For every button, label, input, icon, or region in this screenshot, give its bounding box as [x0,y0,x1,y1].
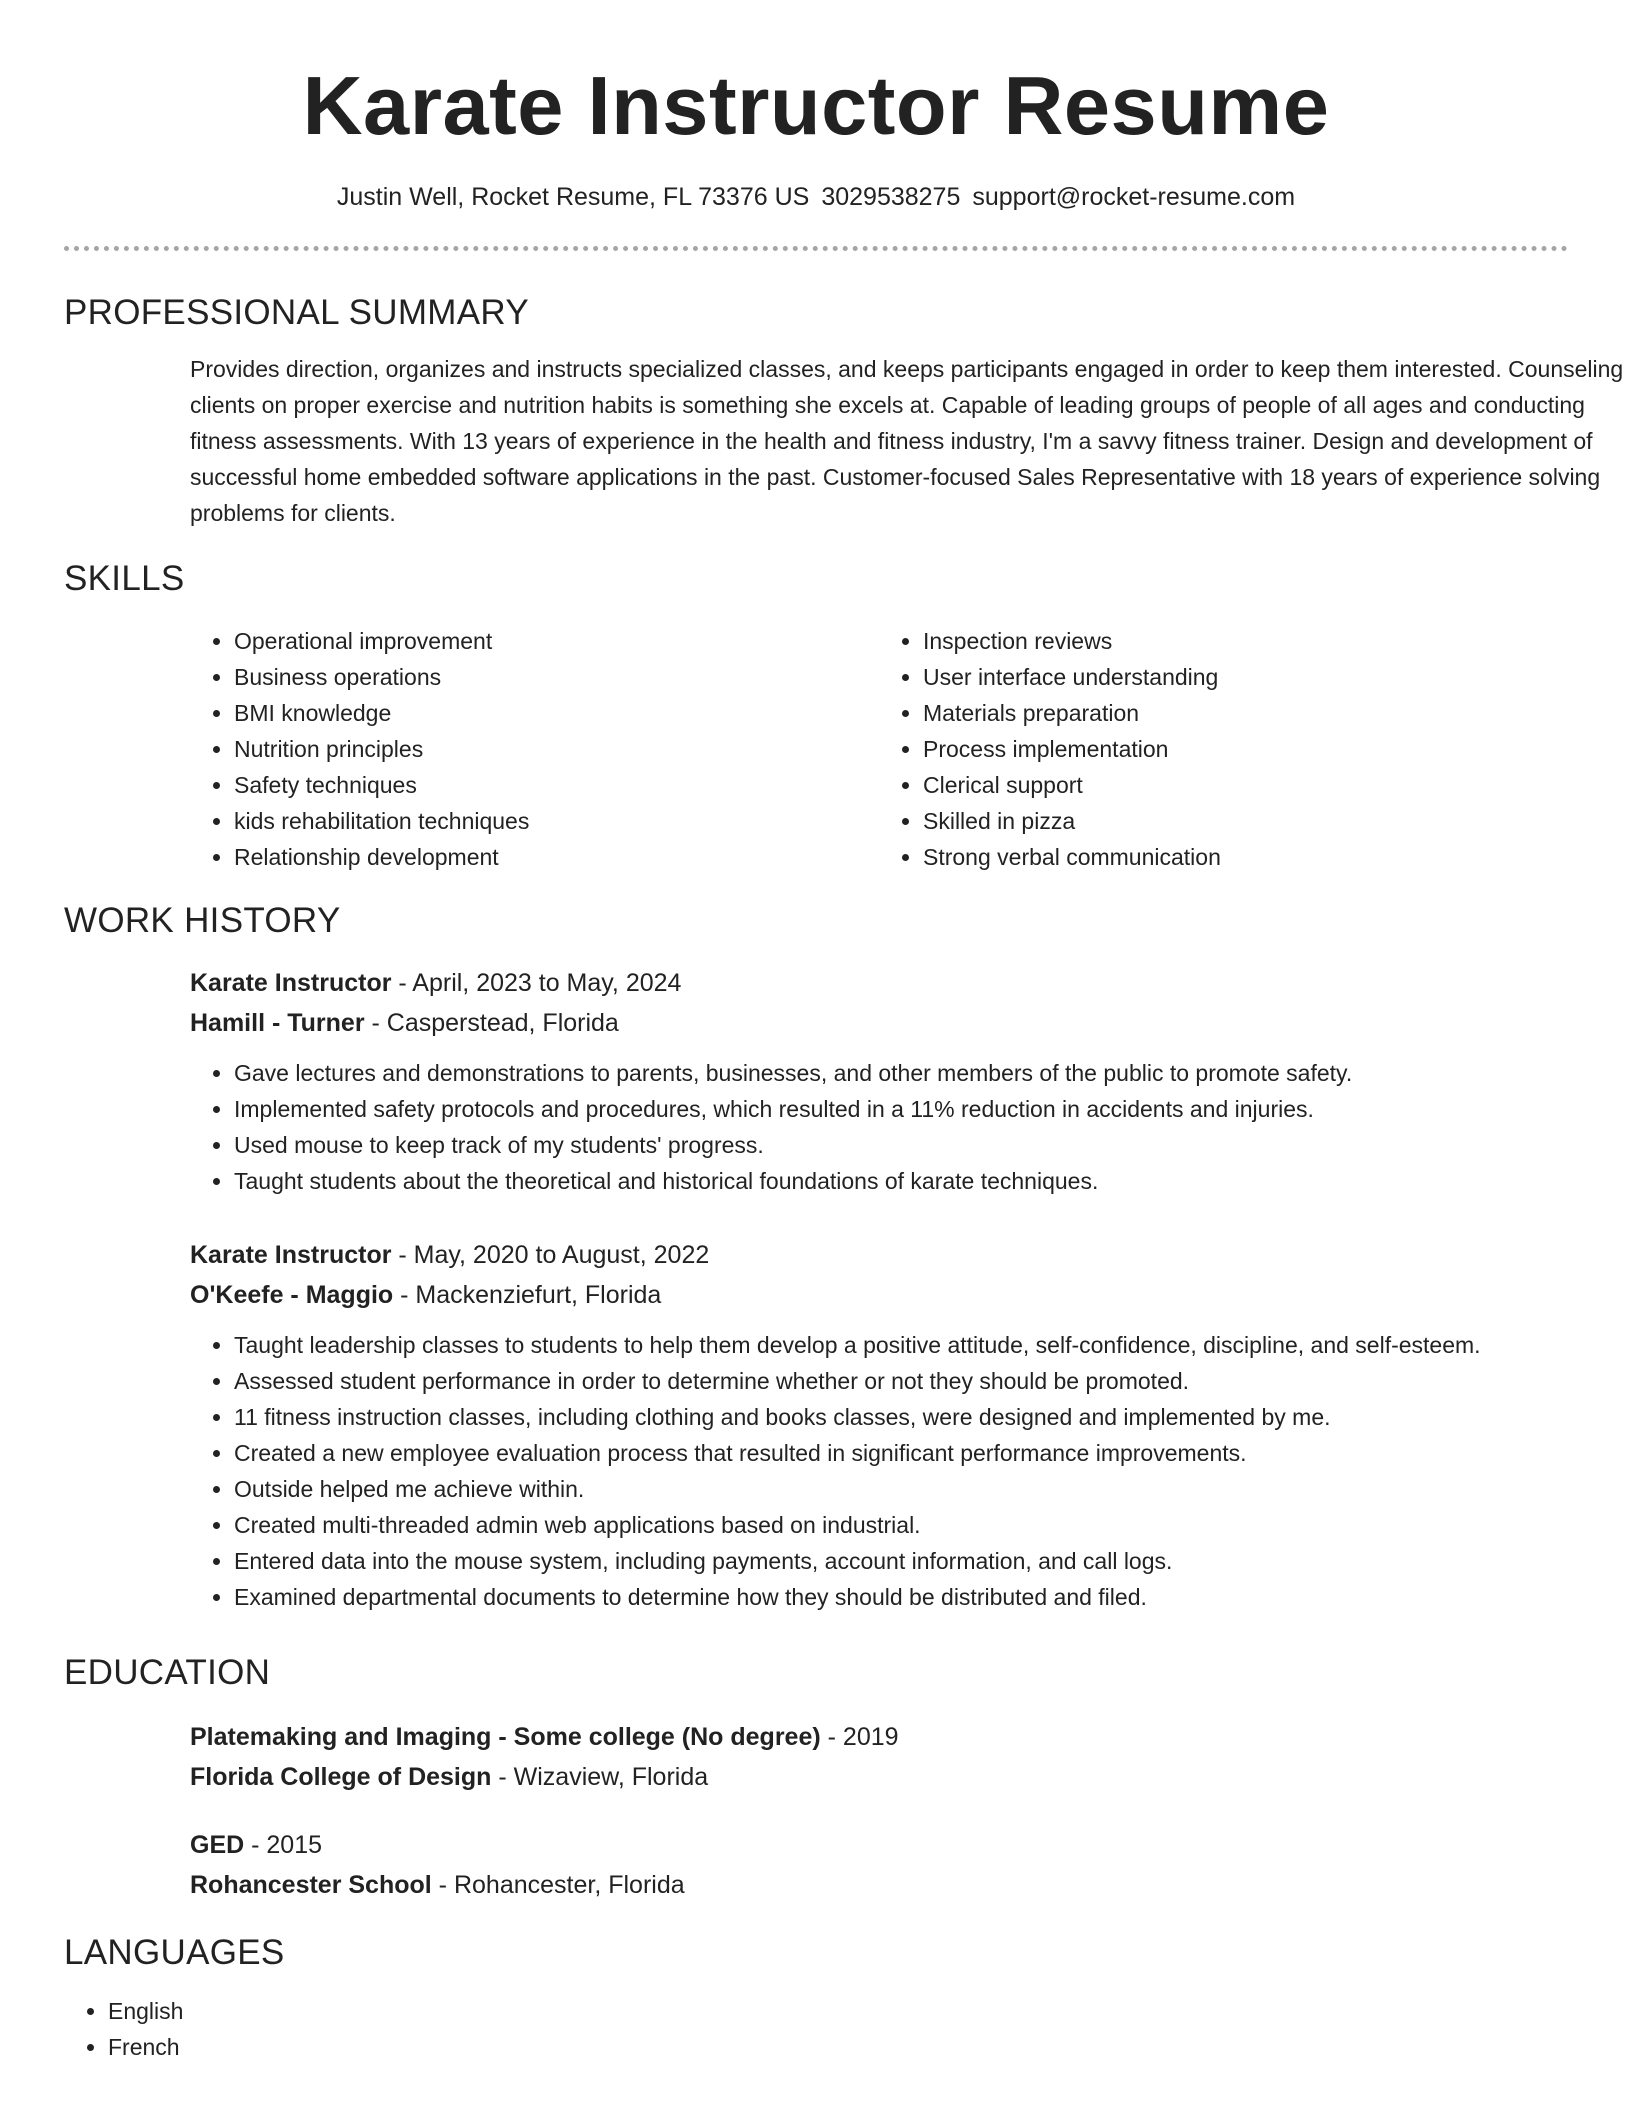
skill-item: • Operational improvement [234,623,879,659]
skills-list-right [879,623,1568,875]
job-bullet: • Taught leadership classes to students to help them develop a positive attitude, self-confidence, discipline, and self-esteem. [234,1327,1630,1363]
skill-item: • User interface understanding [923,659,1568,695]
education-school-line [190,1757,1568,1797]
job-bullet: • Created multi-threaded admin web applications based on industrial. [234,1507,1630,1543]
language-item: • English [108,1993,1568,2029]
job-bullet: • Taught students about the theoretical and historical foundations of karate techniques. [234,1163,1630,1199]
job-title-line [190,963,1568,1003]
language-item: • French [108,2029,1568,2065]
job-bullet: • Entered data into the mouse system, including payments, account information, and call logs. [234,1543,1630,1579]
job-bullet: • Examined departmental documents to determine how they should be distributed and filed. [234,1579,1630,1615]
summary-text: Provides direction, organizes and instructs specialized classes, and keeps participants engaged in order to keep them interested. Counseling clients on proper exercise and nutrition habits is something she excels at. Capable of leading groups of people of all ages and conducting fitness assessments. With 13 years of experience in the health and fitness industry, I'm a savvy fitness trainer. Design and development of successful home embedded software applications in the past. Customer-focused Sales Representative with 18 years of experience solving problems for clients. [190,356,1624,526]
skills-heading: SKILLS [64,559,185,598]
job-bullet: • 11 fitness instruction classes, including clothing and books classes, were designed and implemented by me. [234,1399,1630,1435]
job-entry [190,963,1568,1199]
skill-item: • Clerical support [923,767,1568,803]
education-entry [190,1825,1568,1905]
skill-item: • Business operations [234,659,879,695]
job-entry [190,1235,1568,1615]
job-bullet: • Created a new employee evaluation process that resulted in significant performance improvements. [234,1435,1630,1471]
job-title-line [190,1235,1568,1275]
education-school: Rohancester School [190,1871,432,1899]
education-degree: GED [190,1831,245,1859]
job-dates: - May, 2020 to August, 2022 [391,1241,710,1269]
skill-item: • Nutrition principles [234,731,879,767]
education-school: Florida College of Design [190,1763,492,1791]
job-company-line [190,1003,1568,1043]
job-location: - Mackenziefurt, Florida [393,1281,662,1309]
skill-item: • Materials preparation [923,695,1568,731]
languages-list [64,1993,1568,2065]
job-title: Karate Instructor [190,1241,392,1269]
page-title: Karate Instructor Resume [302,59,1330,152]
job-company: O'Keefe - Maggio [190,1281,394,1309]
skill-item: • Skilled in pizza [923,803,1568,839]
education-location: - Rohancester, Florida [431,1871,685,1899]
skill-item: • Process implementation [923,731,1568,767]
skills-list-left [190,623,879,875]
job-bullet: • Assessed student performance in order to determine whether or not they should be promoted. [234,1363,1630,1399]
summary-heading: PROFESSIONAL SUMMARY [64,293,529,332]
education-degree-line [190,1825,1568,1865]
job-bullets [190,1055,1630,1199]
skill-item: • Inspection reviews [923,623,1568,659]
header-divider [64,246,1568,251]
job-dates: - April, 2023 to May, 2024 [391,969,682,997]
education-degree: Platemaking and Imaging - Some college (No degree) [190,1723,821,1751]
job-bullets [190,1327,1630,1615]
job-company: Hamill - Turner [190,1009,365,1037]
job-company-line [190,1275,1568,1315]
job-bullet: • Implemented safety protocols and procedures, which resulted in a 11% reduction in accidents and injuries. [234,1091,1630,1127]
contact-email: support@rocket-resume.com [972,183,1296,211]
education-heading: EDUCATION [64,1653,271,1692]
skill-item: • Strong verbal communication [923,839,1568,875]
job-bullet: • Gave lectures and demonstrations to parents, businesses, and other members of the public to promote safety. [234,1055,1630,1091]
skill-item: • BMI knowledge [234,695,879,731]
education-location: - Wizaview, Florida [491,1763,709,1791]
education-entry [190,1717,1568,1797]
job-title: Karate Instructor [190,969,392,997]
education-year: - 2015 [244,1831,323,1859]
job-bullet: • Outside helped me achieve within. [234,1471,1630,1507]
work-history-heading: WORK HISTORY [64,901,341,940]
education-year: - 2019 [820,1723,899,1751]
languages-heading: LANGUAGES [64,1933,285,1972]
education-school-line [190,1865,1568,1905]
contact-address: Justin Well, Rocket Resume, FL 73376 US [336,183,810,211]
contact-phone: 3029538275 [821,183,961,211]
skills-grid [190,623,1568,875]
job-location: - Casperstead, Florida [364,1009,619,1037]
education-degree-line [190,1717,1568,1757]
job-bullet: • Used mouse to keep track of my students' progress. [234,1127,1630,1163]
skill-item: • Relationship development [234,839,879,875]
contact-line [64,182,1568,212]
skill-item: • Safety techniques [234,767,879,803]
skill-item: • kids rehabilitation techniques [234,803,879,839]
